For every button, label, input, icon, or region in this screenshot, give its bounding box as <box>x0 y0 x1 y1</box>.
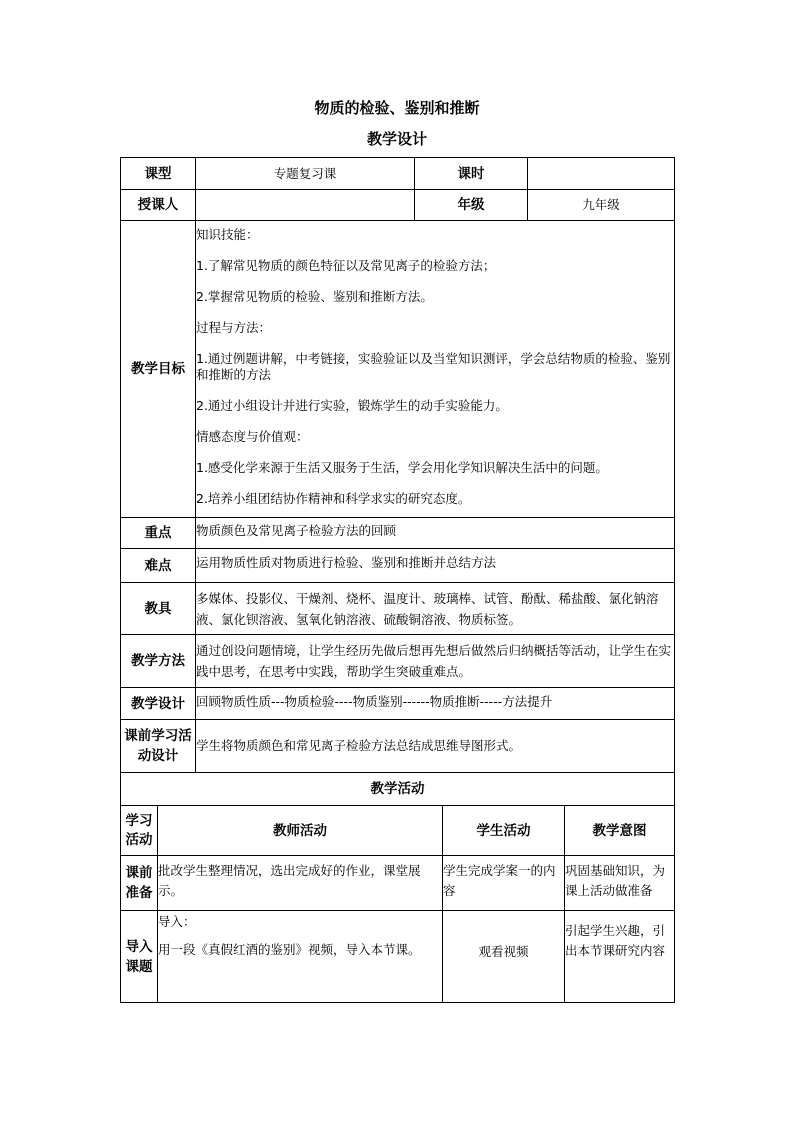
activity-stage: 导入课题 <box>120 910 158 1003</box>
activity-stage: 课前准备 <box>120 855 158 911</box>
goals-line: 1.通过例题讲解，中考链接，实验验证以及当堂知识测评，学会总结物质的检验、鉴别和推断的方法 <box>196 351 671 382</box>
activity-student: 观看视频 <box>442 910 565 1003</box>
activity-header-teacher: 教师活动 <box>157 805 443 856</box>
goals-line: 2.掌握常见物质的检验、鉴别和推断方法。 <box>196 289 433 304</box>
goals-content <box>195 220 675 518</box>
activity-header-intent: 教学意图 <box>564 805 675 856</box>
design-value: 回顾物质性质---物质检验----物质鉴别------物质推断-----方法提升 <box>195 687 675 720</box>
tools-label: 教具 <box>120 582 196 635</box>
goals-line: 1.了解常见物质的颜色特征以及常见离子的检验方法； <box>196 258 496 273</box>
teacher-value <box>195 189 415 221</box>
goals-line: 知识技能： <box>196 227 259 242</box>
grade-value: 九年级 <box>527 189 675 221</box>
tools-value: 多媒体、投影仪、干燥剂、烧杯、温度计、玻璃棒、试管、酚酞、稀盐酸、氯化钠溶液、氯化钡溶液、氢氧化钠溶液、硫酸铜溶液、物质标签。 <box>195 582 675 635</box>
difficulty-value: 运用物质性质对物质进行检验、鉴别和推断并总结方法 <box>195 548 675 583</box>
activity-teacher: 批改学生整理情况，选出完成好的作业，课堂展示。 <box>157 855 443 911</box>
key-point-value: 物质颜色及常见离子检验方法的回顾 <box>195 517 675 549</box>
pre-class-value: 学生将物质颜色和常见离子检验方法总结成思维导图形式。 <box>195 719 675 773</box>
teacher-label: 授课人 <box>120 189 196 221</box>
period-label: 课时 <box>414 157 528 190</box>
activity-header-stage: 学习活动 <box>120 805 158 856</box>
activity-teacher-line: 导入： <box>158 914 196 929</box>
course-type-label: 课型 <box>120 157 196 190</box>
activity-intent: 巩固基础知识，为课上活动做准备 <box>564 855 675 911</box>
period-value <box>527 157 675 190</box>
goals-line: 过程与方法： <box>196 320 272 335</box>
activity-header-student: 学生活动 <box>442 805 565 856</box>
goals-line: 2.通过小组设计并进行实验，锻炼学生的动手实验能力。 <box>196 398 508 413</box>
goals-label: 教学目标 <box>120 220 196 518</box>
activity-student: 学生完成学案一的内容 <box>442 855 565 911</box>
grade-label: 年级 <box>414 189 528 221</box>
document-subtitle: 教学设计 <box>366 130 427 148</box>
activity-intent: 引起学生兴趣，引出本节课研究内容 <box>564 910 675 1003</box>
goals-line: 2.培养小组团结协作精神和科学求实的研究态度。 <box>196 491 471 506</box>
pre-class-label: 课前学习活动设计 <box>120 719 196 773</box>
method-value: 通过创设问题情境，让学生经历先做后想再先想后做然后归纳概括等活动，让学生在实践中思考，在思考中实践，帮助学生突破重难点。 <box>195 634 675 688</box>
course-type-value: 专题复习课 <box>195 157 415 190</box>
activities-section-title: 教学活动 <box>120 772 675 806</box>
activity-teacher-line: 用一段《真假红酒的鉴别》视频，导入本节课。 <box>158 942 421 957</box>
method-label: 教学方法 <box>120 634 196 688</box>
design-label: 教学设计 <box>120 687 196 720</box>
key-point-label: 重点 <box>120 517 196 549</box>
difficulty-label: 难点 <box>120 548 196 583</box>
goals-line: 情感态度与价值观： <box>196 429 309 444</box>
goals-line: 1.感受化学来源于生活又服务于生活，学会用化学知识解决生活中的问题。 <box>196 460 608 475</box>
activity-teacher <box>157 910 443 1003</box>
document-title: 物质的检验、鉴别和推断 <box>314 99 480 117</box>
